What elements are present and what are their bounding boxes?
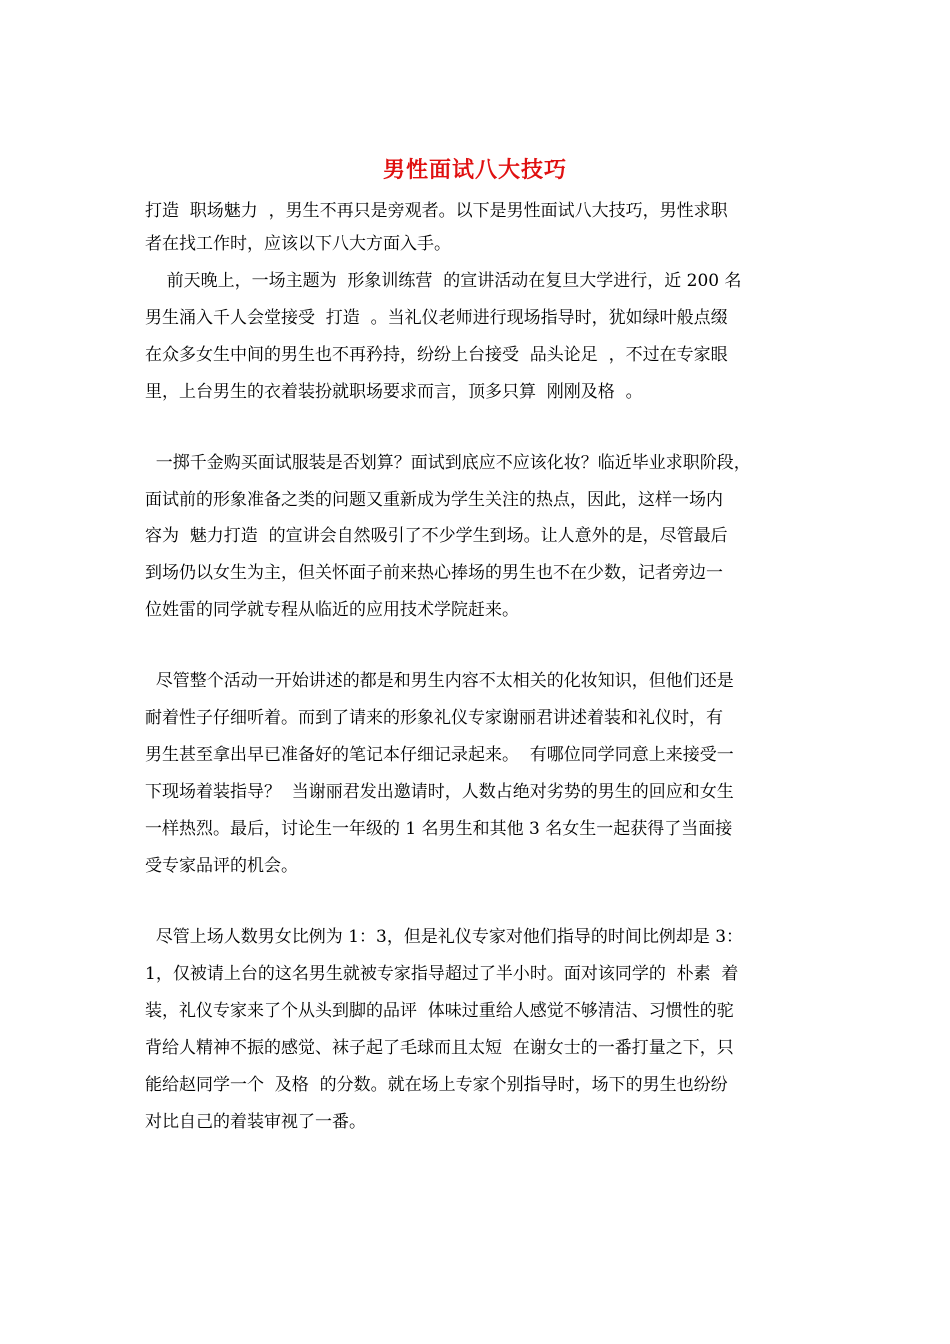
- document-title: 男性面试八大技巧: [382, 157, 567, 183]
- text-line: 到场仍以女生为主，但关怀面子前来热心捧场的男生也不在少数，记者旁边一: [145, 563, 723, 583]
- text-line: 背给人精神不振的感觉、袜子起了毛球而且太短 在谢女士的一番打量之下，只: [145, 1038, 734, 1058]
- text-line: 受专家品评的机会。: [145, 856, 298, 876]
- text-line: 里，上台男生的衣着装扮就职场要求而言，顶多只算 刚刚及格 。: [145, 382, 643, 402]
- text-line: 位姓雷的同学就专程从临近的应用技术学院赶来。: [145, 600, 519, 620]
- text-line: 下现场着装指导？ 当谢丽君发出邀请时，人数占绝对劣势的男生的回应和女生: [145, 782, 734, 802]
- text-line: 者在找工作时，应该以下八大方面入手。: [145, 234, 451, 254]
- text-line: 在众多女生中间的男生也不再矜持，纷纷上台接受 品头论足 ，不过在专家眼: [145, 345, 728, 365]
- text-line: 容为 魅力打造 的宣讲会自然吸引了不少学生到场。让人意外的是，尽管最后: [145, 526, 728, 546]
- text-line: 尽管整个活动一开始讲述的都是和男生内容不太相关的化妆知识，但他们还是: [145, 671, 734, 691]
- text-line: 装，礼仪专家来了个从头到脚的品评 体味过重给人感觉不够清洁、习惯性的驼: [145, 1001, 734, 1021]
- text-line: 男生甚至拿出早已准备好的笔记本仔细记录起来。 有哪位同学同意上来接受一: [145, 745, 734, 765]
- text-line: 打造 职场魅力 ，男生不再只是旁观者。以下是男性面试八大技巧，男性求职: [145, 201, 728, 221]
- text-line: 一样热烈。最后，讨论生一年级的 1 名男生和其他 3 名女生一起获得了当面接: [145, 819, 733, 839]
- text-line: 面试前的形象准备之类的问题又重新成为学生关注的热点，因此，这样一场内: [145, 490, 723, 510]
- text-line: 前天晚上，一场主题为 形象训练营 的宣讲活动在复旦大学进行，近 200 名: [145, 271, 742, 291]
- text-line: 男生涌入千人会堂接受 打造 。当礼仪老师进行现场指导时，犹如绿叶般点缀: [145, 308, 728, 328]
- text-line: 一掷千金购买面试服装是否划算？面试到底应不应该化妆？临近毕业求职阶段，: [145, 453, 751, 473]
- text-line: 尽管上场人数男女比例为 1：3，但是礼仪专家对他们指导的时间比例却是 3：: [145, 927, 744, 947]
- text-line: 能给赵同学一个 及格 的分数。就在场上专家个别指导时，场下的男生也纷纷: [145, 1075, 728, 1095]
- text-line: 耐着性子仔细听着。而到了请来的形象礼仪专家谢丽君讲述着装和礼仪时，有: [145, 708, 723, 728]
- text-line: 1，仅被请上台的这名男生就被专家指导超过了半小时。面对该同学的 朴素 着: [145, 964, 739, 984]
- text-line: 对比自己的着装审视了一番。: [145, 1112, 366, 1132]
